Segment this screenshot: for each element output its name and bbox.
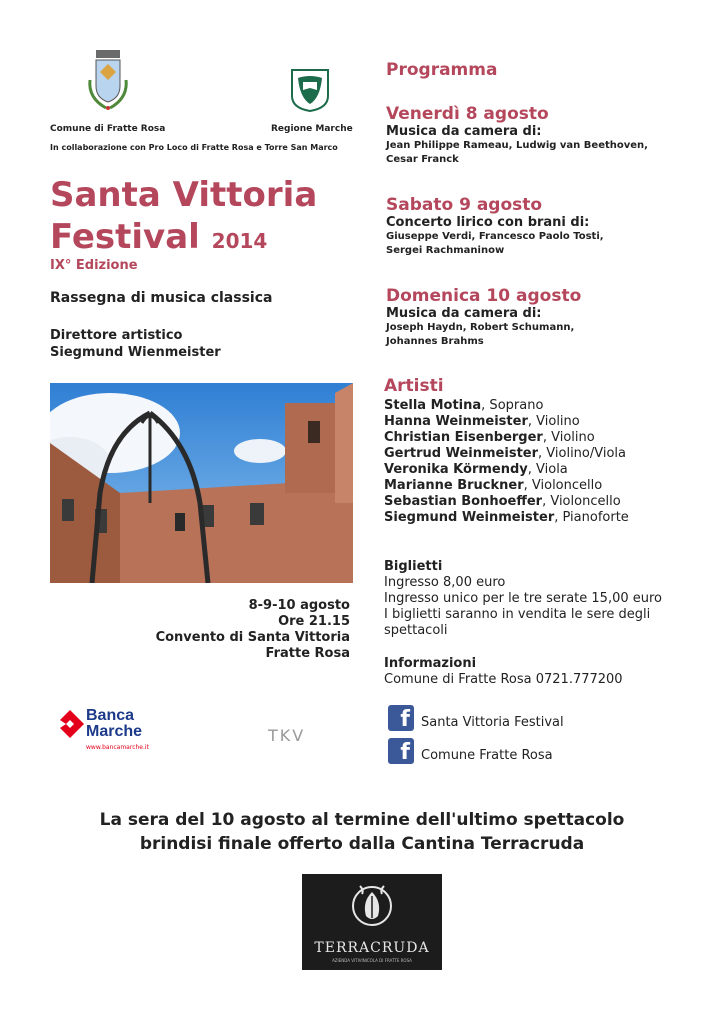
- event-dates: 8-9-10 agosto: [248, 598, 350, 613]
- biglietti-block: [384, 559, 662, 639]
- event-info: [156, 598, 350, 662]
- terracruda-name: TERRACRUDA: [314, 940, 430, 956]
- facebook-icon[interactable]: f: [388, 705, 414, 731]
- director-label: Direttore artistico: [50, 328, 183, 343]
- tkv-logo: TKV: [268, 726, 306, 745]
- program-day-date: Venerdì 8 agosto: [386, 104, 549, 124]
- convent-photo: [50, 383, 353, 583]
- artist-name: Stella Motina: [384, 398, 482, 413]
- biglietti-line: spettacoli: [384, 623, 448, 638]
- regione-marche-logo-icon: [290, 68, 330, 112]
- festival-subtitle: Rassegna di musica classica: [50, 290, 273, 306]
- festival-title: [50, 174, 317, 262]
- banca-line2: Marche: [86, 723, 143, 740]
- artist-role: , Violino/Viola: [538, 446, 627, 461]
- festival-year: 2014: [211, 229, 268, 253]
- facebook-icon[interactable]: f: [388, 738, 414, 764]
- artist-item: [384, 494, 629, 510]
- program-day-composers: Giuseppe Verdi, Francesco Paolo Tosti,: [386, 231, 604, 242]
- director-name: Siegmund Wienmeister: [50, 345, 221, 360]
- biglietti-heading: Biglietti: [384, 559, 443, 574]
- artist-name: Siegmund Weinmeister: [384, 510, 555, 525]
- program-day-composers: Sergei Rachmaninow: [386, 245, 505, 256]
- artist-item: [384, 478, 629, 494]
- festival-title-line2: [50, 216, 317, 262]
- artist-role: , Violoncello: [523, 478, 603, 493]
- artist-item: [384, 446, 629, 462]
- informazioni-heading: Informazioni: [384, 656, 477, 671]
- artist-role: , Viola: [527, 462, 568, 477]
- artist-name: Gertrud Weinmeister: [384, 446, 539, 461]
- collaboration-text: In collaborazione con Pro Loco di Fratte Rosa e Torre San Marco: [50, 143, 338, 152]
- banca-marche-icon: [60, 710, 86, 740]
- event-time: Ore 21.15: [278, 614, 350, 629]
- closing-line2: brindisi finale offerto dalla Cantina Terracruda: [139, 834, 585, 854]
- program-day-composers: Jean Philippe Rameau, Ludwig van Beethoven,: [386, 140, 648, 151]
- closing-line1: La sera del 10 agosto al termine dell'ultimo spettacolo: [99, 810, 625, 830]
- artist-item: [384, 430, 629, 446]
- festival-title-line1: Santa Vittoria: [50, 175, 318, 215]
- event-venue: Convento di Santa Vittoria: [155, 630, 350, 645]
- artist-name: Hanna Weinmeister: [384, 414, 528, 429]
- comune-label: Comune di Fratte Rosa: [50, 124, 166, 134]
- terracruda-tagline: AZIENDA VITIVINICOLA DI FRATTE ROSA: [332, 958, 412, 963]
- artist-role: , Violino: [542, 430, 595, 445]
- artist-item: [384, 510, 629, 526]
- artists-list: [384, 398, 629, 526]
- artist-role: , Pianoforte: [554, 510, 629, 525]
- programma-heading: Programma: [386, 60, 498, 80]
- artist-item: [384, 462, 629, 478]
- informazioni-block: [384, 656, 623, 688]
- program-day-2: [386, 195, 604, 258]
- artist-role: , Soprano: [481, 398, 544, 413]
- artist-name: Sebastian Bonhoeffer: [384, 494, 543, 509]
- artist-item: [384, 414, 629, 430]
- edition-label: IX° Edizione: [50, 258, 138, 273]
- facebook-link-comune[interactable]: Comune Fratte Rosa: [421, 748, 553, 763]
- festival-title-word: Festival: [50, 217, 200, 257]
- event-town: Fratte Rosa: [265, 646, 350, 661]
- closing-message: [0, 808, 724, 856]
- biglietti-line: Ingresso 8,00 euro: [384, 575, 506, 590]
- biglietti-line: I biglietti saranno in vendita le sere degli: [384, 607, 651, 622]
- informazioni-phone: Comune di Fratte Rosa 0721.777200: [384, 672, 623, 687]
- artist-name: Marianne Bruckner: [384, 478, 524, 493]
- program-day-3: [386, 286, 581, 349]
- program-day-composers: Cesar Franck: [386, 154, 459, 165]
- director-block: [50, 327, 221, 361]
- banca-url: www.bancamarche.it: [86, 744, 149, 751]
- facebook-link-festival[interactable]: Santa Vittoria Festival: [421, 715, 564, 730]
- artist-role: , Violoncello: [542, 494, 621, 509]
- artist-name: Veronika Körmendy: [384, 462, 528, 477]
- program-day-type: Musica da camera di:: [386, 124, 542, 139]
- program-day-type: Concerto lirico con brani di:: [386, 215, 590, 230]
- regione-label: Regione Marche: [271, 124, 353, 134]
- comune-crest-icon: [86, 50, 130, 112]
- program-day-type: Musica da camera di:: [386, 306, 542, 321]
- artist-name: Christian Eisenberger: [384, 430, 543, 445]
- program-day-composers: Johannes Brahms: [386, 336, 484, 347]
- artist-item: [384, 398, 629, 414]
- program-day-date: Sabato 9 agosto: [386, 195, 543, 215]
- artist-role: , Violino: [527, 414, 580, 429]
- program-day-1: [386, 104, 648, 167]
- program-day-date: Domenica 10 agosto: [386, 286, 582, 306]
- banca-line1: Banca: [86, 707, 135, 724]
- program-day-composers: Joseph Haydn, Robert Schumann,: [386, 322, 575, 333]
- artisti-heading: Artisti: [384, 376, 444, 396]
- terracruda-logo: [302, 874, 442, 970]
- terracruda-emblem-icon: [350, 882, 394, 932]
- biglietti-line: Ingresso unico per le tre serate 15,00 euro: [384, 591, 663, 606]
